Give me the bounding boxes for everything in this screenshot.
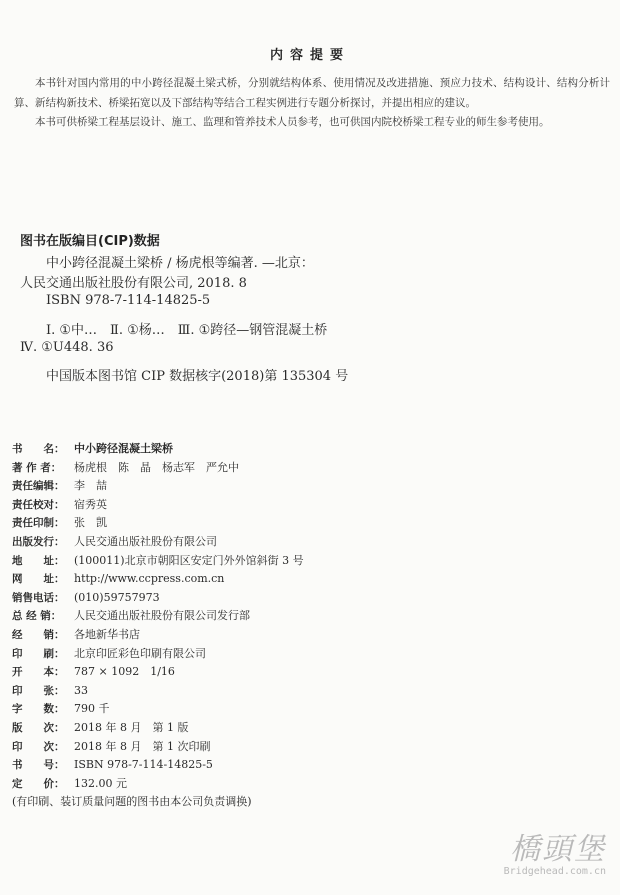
info-value: ISBN 978-7-114-14825-5 [74, 758, 213, 772]
info-value: 790 千 [74, 702, 110, 716]
cip-line-title: 中小跨径混凝土梁桥 / 杨虎根等编著. —北京： [46, 256, 314, 271]
info-value: (010)59757973 [74, 590, 160, 604]
info-row [12, 626, 602, 645]
info-label: 网 址： [12, 573, 65, 586]
info-value: 宿秀英 [74, 497, 107, 511]
summary-title: 内容提要 [269, 48, 350, 63]
info-row [12, 775, 602, 794]
info-row [12, 700, 602, 719]
info-row [12, 756, 602, 775]
info-label: 定 价： [12, 777, 65, 790]
cip-line-classification: Ⅰ. ①中… Ⅱ. ①杨… Ⅲ. ①跨径—钢管混凝土桥 [46, 323, 328, 338]
info-row [12, 440, 602, 459]
cip-line-call-number: Ⅳ. ①U448. 36 [20, 340, 114, 355]
info-label: 地 址： [12, 554, 65, 567]
info-label: 出版发行： [12, 535, 65, 548]
cip-line-publisher: 人民交通出版社股份有限公司, 2018. 8 [20, 276, 247, 291]
info-value: 人民交通出版社股份有限公司 [74, 534, 217, 548]
info-label: 销售电话： [12, 591, 65, 604]
watermark [504, 824, 606, 877]
info-row [12, 570, 602, 589]
info-row [12, 719, 602, 738]
cip-heading: 图书在版编目(CIP)数据 [20, 234, 160, 249]
info-value: 杨虎根 陈 晶 杨志军 严允中 [74, 460, 239, 474]
info-row [12, 496, 602, 515]
info-label: 总 经 销： [12, 610, 62, 623]
info-value: 33 [74, 683, 88, 697]
info-label: 版 次： [12, 721, 65, 734]
summary-section [14, 74, 610, 133]
info-row [12, 645, 602, 664]
info-value: 中小跨径混凝土梁桥 [74, 442, 173, 455]
info-value: 北京印匠彩色印刷有限公司 [74, 646, 206, 660]
publication-info [12, 440, 602, 812]
cip-block [20, 252, 600, 387]
info-value: http://www.ccpress.com.cn [74, 572, 225, 586]
info-row [12, 477, 602, 496]
info-label: 责任印制： [12, 517, 65, 530]
info-value: 各地新华书店 [74, 627, 140, 641]
info-row [12, 533, 602, 552]
info-row [12, 738, 602, 757]
info-label: 著 作 者： [12, 461, 62, 474]
info-label: 印 张： [12, 684, 65, 697]
quality-notice: (有印刷、装订质量问题的图书由本公司负责调换) [12, 795, 252, 809]
info-row [12, 552, 602, 571]
info-row [12, 607, 602, 626]
watermark-url: Bridgehead.com.cn [503, 866, 606, 877]
info-value: 张 凯 [74, 516, 107, 530]
info-label: 字 数： [12, 703, 65, 716]
summary-paragraph-2: 本书可供桥梁工程基层设计、施工、监理和管养技术人员参考，也可供国内院校桥梁工程专业的师生参考使用。 [35, 116, 550, 128]
info-row [12, 663, 602, 682]
info-row [12, 459, 602, 478]
info-value: 人民交通出版社股份有限公司发行部 [74, 609, 250, 623]
info-value: 2018 年 8 月 第 1 次印刷 [74, 739, 211, 753]
summary-paragraph-1: 本书针对国内常用的中小跨径混凝土梁式桥，分别就结构体系、使用情况及改进措施、预应力技术、结构设计、结构分析计算、新结构新技术、桥梁拓宽以及下部结构等结合工程实例进行专题分析探讨，并提出相应的建议。 [14, 77, 610, 109]
info-value: 787 × 1092 1/16 [74, 665, 175, 679]
watermark-logo: 橋頭堡 [510, 832, 606, 867]
info-label: 经 销： [12, 628, 65, 641]
info-value: 李 喆 [74, 479, 107, 493]
info-value: 2018 年 8 月 第 1 版 [74, 720, 189, 734]
info-value: (100011)北京市朝阳区安定门外外馆斜街 3 号 [74, 553, 304, 567]
info-row [12, 682, 602, 701]
cip-line-record-number: 中国版本图书馆 CIP 数据核字(2018)第 135304 号 [46, 369, 349, 384]
info-label: 责任校对： [12, 498, 65, 511]
info-row [12, 514, 602, 533]
info-row [12, 589, 602, 608]
info-label: 责任编辑： [12, 480, 65, 493]
cip-line-isbn: ISBN 978-7-114-14825-5 [46, 293, 211, 308]
info-label: 开 本： [12, 666, 65, 679]
info-label: 书 号： [12, 759, 65, 772]
info-label: 印 刷： [12, 647, 65, 660]
info-label: 书 名： [12, 443, 65, 455]
info-value: 132.00 元 [74, 776, 127, 790]
info-label: 印 次： [12, 740, 65, 753]
